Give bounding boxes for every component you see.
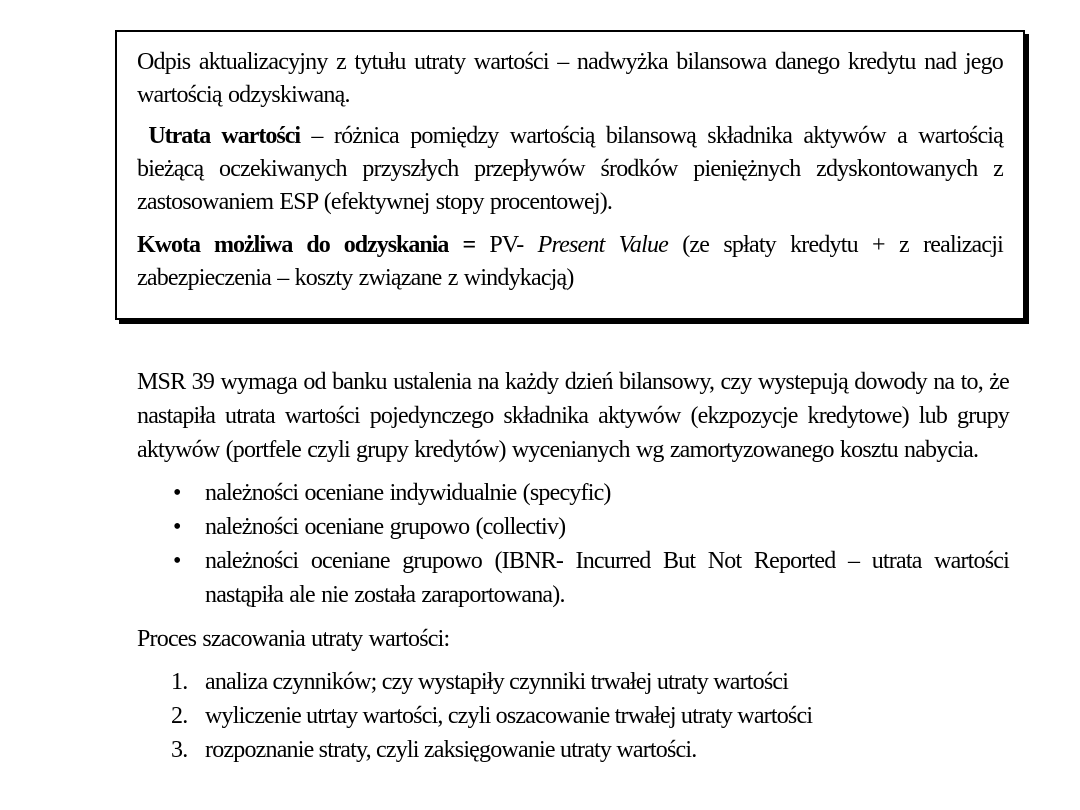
receivables-list	[137, 476, 1009, 612]
bullet-icon: •	[173, 514, 181, 540]
bullet-icon: •	[173, 548, 181, 574]
ias39-intro: MSR 39 wymaga od banku ustalenia na każdy dzień bilansowy, czy wystepują dowody na to, że nastapiła utrata wartości pojedynczego składnika aktywów (ekzpozycje kredytowe) lub grupy aktywów (portfele czyli grupy kredytów) wycenianych wg zamortyzowanego kosztu nabycia.	[137, 369, 1009, 463]
recoverable-amount-post: (ze spłaty kredytu + z realizacji zabezpieczenia – koszty związane z windykacją)	[137, 232, 1003, 291]
main-content	[137, 365, 1009, 767]
list-item: 1. analiza czynników; czy wystapiły czynniki trwałej utraty wartości	[171, 669, 789, 695]
recoverable-amount-definition	[137, 229, 1003, 295]
impairment-term: Utrata wartości	[148, 123, 301, 149]
list-item: 3. rozpoznanie straty, czyli zaksięgowanie utraty wartości.	[171, 737, 697, 763]
present-value-term: Present Value	[537, 232, 669, 258]
definitions-box	[115, 30, 1025, 320]
list-item: • należności oceniane grupowo (collectiv)	[137, 510, 1009, 544]
list-item: • należności oceniane indywidualnie (specyfic)	[137, 476, 1009, 510]
impairment-writeoff-definition: Odpis aktualizacyjny z tytułu utraty wartości – nadwyżka bilansowa danego kredytu nad jego wartością odzyskiwaną.	[137, 49, 1003, 108]
impairment-definition	[137, 120, 1003, 219]
bullet-icon: •	[173, 480, 181, 506]
process-steps	[137, 665, 1009, 767]
process-title: Proces szacowania utraty wartości:	[137, 626, 450, 652]
impairment-text: – różnica pomiędzy wartością bilansową składnika aktywów a wartością bieżącą oczekiwanych przyszłych przepływów środków pieniężnych zdyskontowanych z zastosowaniem ESP (efektywnej stopy procentowej).	[137, 123, 1004, 215]
recoverable-amount-pre: PV-	[475, 232, 538, 258]
list-item: • należności oceniane grupowo (IBNR- Incurred But Not Reported – utrata wartości nastąpiła ale nie została zaraportowana).	[137, 544, 1009, 612]
list-item: 2. wyliczenie utrtay wartości, czyli oszacowanie trwałej utraty wartości	[171, 703, 813, 729]
recoverable-amount-term: Kwota możliwa do odzyskania =	[137, 232, 476, 258]
